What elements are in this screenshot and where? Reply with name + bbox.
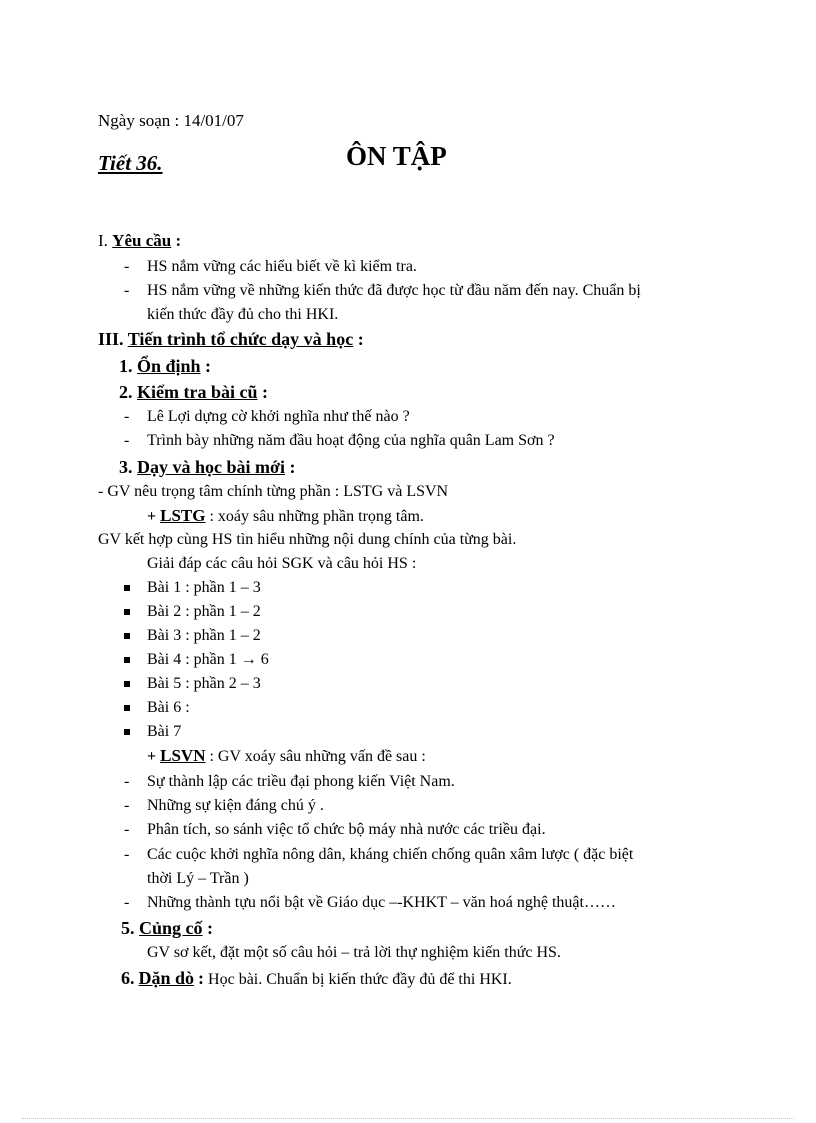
date-line: Ngày soạn : 14/01/07 — [98, 111, 244, 130]
step1-title: Ổn định — [137, 356, 201, 376]
step3-colon: : — [289, 457, 296, 477]
bai-item-4: Bài 4 : phần 1 → 6 — [147, 651, 269, 668]
step5-text: GV sơ kết, đặt một số câu hỏi – trả lời thự nghiệm kiến thức HS. — [147, 944, 561, 961]
step6-text: Học bài. Chuẩn bị kiến thức đầy đủ để thi HKI. — [208, 971, 512, 988]
bai-item-6: Bài 6 : — [147, 699, 190, 716]
dash-bullet: - — [124, 797, 130, 814]
section1-number: I. — [98, 231, 108, 250]
section1-title: Yêu cầu — [112, 231, 172, 250]
dash-bullet: - — [124, 258, 130, 275]
section1-item-1: HS nắm vững các hiểu biết về kì kiểm tra. — [147, 258, 417, 275]
square-bullet-icon — [124, 681, 130, 687]
lsvn-item-1: Sự thành lập các triều đại phong kiến Việt Nam. — [147, 773, 455, 790]
dash-bullet: - — [124, 432, 130, 449]
gv-line: GV kết hợp cùng HS tìn hiểu những nội dung chính của từng bài. — [98, 531, 517, 548]
step2-colon: : — [261, 382, 268, 402]
step1-heading — [119, 355, 211, 377]
square-bullet-icon — [124, 705, 130, 711]
lsvn-item-5: Những thành tựu nổi bật về Giáo dục –-KHKT – văn hoá nghệ thuật…… — [147, 894, 616, 911]
section3-number: III. — [98, 329, 124, 349]
step2-number: 2. — [119, 382, 133, 402]
lsvn-label: LSVN — [160, 746, 206, 765]
step3-number: 3. — [119, 457, 133, 477]
lstg-line — [147, 506, 424, 527]
lsvn-plus: + — [147, 748, 157, 765]
section3-title: Tiến trình tổ chức dạy và học — [127, 329, 354, 349]
step6-number: 6. — [121, 968, 135, 988]
lstg-label: LSTG — [160, 506, 206, 525]
lesson-number: Tiết 36. — [98, 151, 163, 175]
bai-item-7: Bài 7 — [147, 723, 182, 740]
lsvn-item-4-cont: thời Lý – Trần ) — [147, 870, 249, 887]
step5-title: Củng cố — [139, 918, 203, 938]
step6-title: Dặn dò — [138, 968, 195, 988]
step5-number: 5. — [121, 918, 135, 938]
section3-heading — [98, 328, 364, 350]
step1-number: 1. — [119, 356, 133, 376]
dash-bullet: - — [124, 282, 130, 299]
step2-item-2: Trình bày những năm đầu hoạt động của nghĩa quân Lam Sơn ? — [147, 432, 555, 449]
lsvn-item-2: Những sự kiện đáng chú ý . — [147, 797, 324, 814]
lstg-plus: + — [147, 508, 157, 525]
step3-intro: - GV nêu trọng tâm chính từng phần : LSTG và LSVN — [98, 483, 449, 500]
bai-item-2: Bài 2 : phần 1 – 2 — [147, 603, 261, 620]
bai-item-1: Bài 1 : phần 1 – 3 — [147, 579, 261, 596]
step6-colon: : — [198, 968, 205, 988]
square-bullet-icon — [124, 729, 130, 735]
dash-bullet: - — [124, 846, 130, 863]
step3-title: Dạy và học bài mới — [137, 457, 285, 477]
lsvn-item-4: Các cuộc khởi nghĩa nông dân, kháng chiến chống quân xâm lược ( đặc biệt — [147, 846, 634, 863]
lsvn-line — [147, 746, 426, 767]
square-bullet-icon — [124, 585, 130, 591]
section1-colon: : — [175, 231, 182, 250]
dash-bullet: - — [124, 408, 130, 425]
section1-heading — [98, 231, 181, 251]
square-bullet-icon — [124, 657, 130, 663]
page-title: ÔN TẬP — [346, 141, 447, 171]
section1-item-2: HS nắm vững về những kiến thức đã được học từ đầu năm đến nay. Chuẩn bị — [147, 282, 641, 299]
step1-colon: : — [205, 356, 212, 376]
lstg-text: : xoáy sâu những phần trọng tâm. — [209, 508, 424, 525]
step3-heading — [119, 456, 295, 478]
bai-item-5: Bài 5 : phần 2 – 3 — [147, 675, 261, 692]
step2-heading — [119, 381, 268, 403]
answer-line: Giải đáp các câu hỏi SGK và câu hỏi HS : — [147, 555, 417, 572]
step5-colon: : — [207, 918, 214, 938]
dash-bullet: - — [124, 821, 130, 838]
step2-item-1: Lê Lợi dựng cờ khởi nghĩa như thế nào ? — [147, 408, 410, 425]
page-bottom-rule — [22, 1118, 794, 1119]
step6-line — [121, 967, 512, 990]
lsvn-item-3: Phân tích, so sánh việc tổ chức bộ máy nhà nước các triều đại. — [147, 821, 546, 838]
dash-bullet: - — [124, 894, 130, 911]
bai-item-3: Bài 3 : phần 1 – 2 — [147, 627, 261, 644]
lsvn-text: : GV xoáy sâu những vấn đề sau : — [209, 748, 426, 765]
section3-colon: : — [357, 329, 364, 349]
step5-heading — [121, 917, 213, 939]
square-bullet-icon — [124, 609, 130, 615]
dash-bullet: - — [124, 773, 130, 790]
step2-title: Kiểm tra bài cũ — [137, 382, 258, 402]
square-bullet-icon — [124, 633, 130, 639]
section1-item-2-cont: kiến thức đầy đủ cho thi HKI. — [147, 306, 339, 323]
